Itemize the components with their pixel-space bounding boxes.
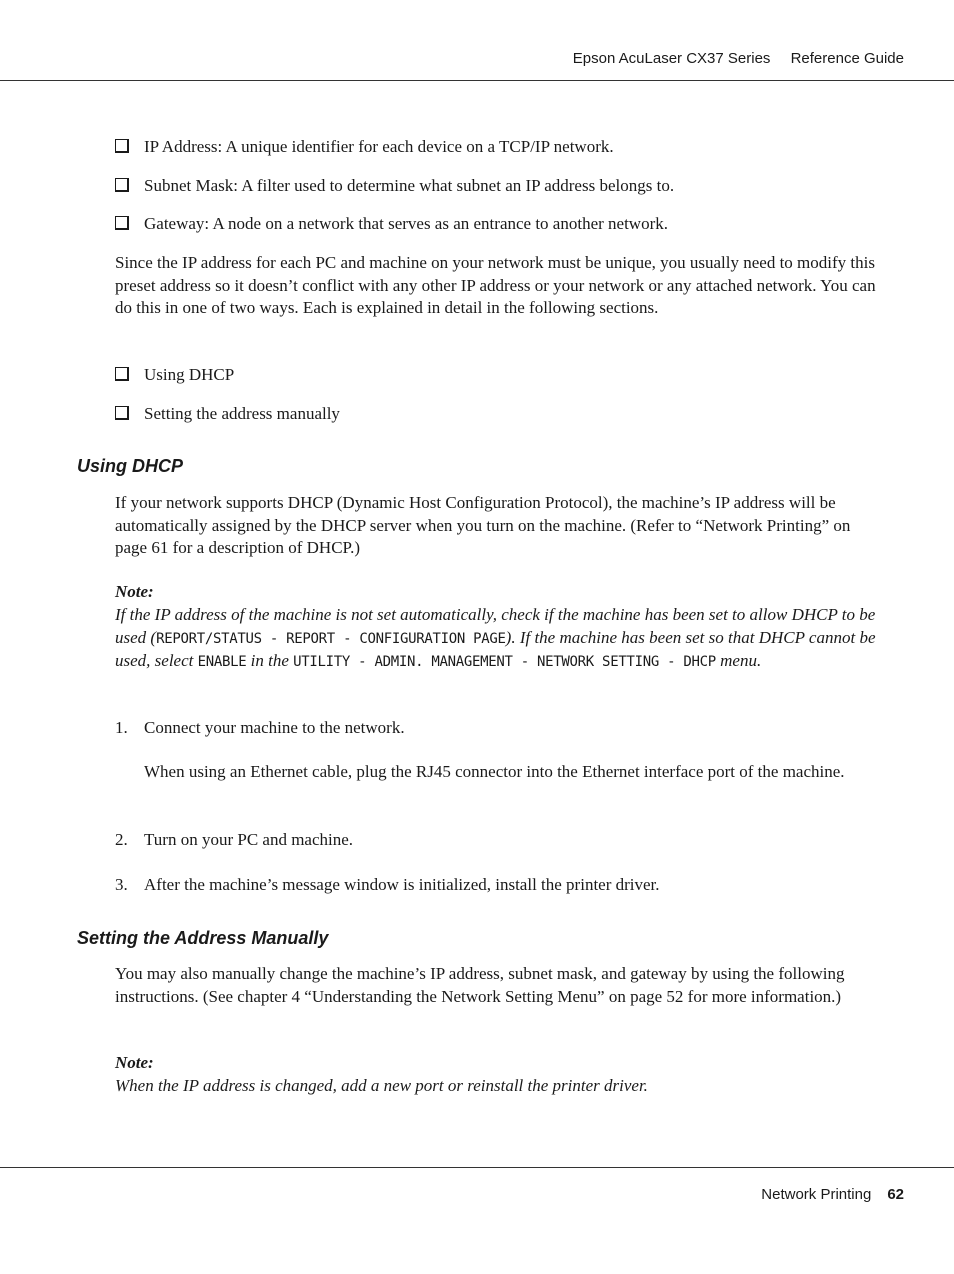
bullet-setting-manually: Setting the address manually bbox=[115, 403, 340, 425]
dhcp-paragraph: If your network supports DHCP (Dynamic Host Configuration Protocol), the machine’s IP address will be automatically assigned by the DHCP server when you turn on the machine. (Refer to “Network Printing” on page 61 for a description of DHCP.) bbox=[115, 493, 851, 557]
guide-name: Reference Guide bbox=[790, 50, 904, 67]
checkbox-bullet-icon bbox=[115, 178, 129, 192]
footer-rule bbox=[0, 1167, 954, 1168]
step-1-detail: When using an Ethernet cable, plug the RJ45 connector into the Ethernet interface port of the machine. bbox=[144, 762, 845, 781]
checkbox-bullet-icon bbox=[115, 139, 129, 153]
note-label: Note: bbox=[115, 582, 154, 601]
checkbox-bullet-icon bbox=[115, 406, 129, 420]
intro-paragraph: Since the IP address for each PC and machine on your network must be unique, you usually need to modify this preset address so it doesn’t conflict with any other IP address or your network or any attached network. You can do this in one of two ways. Each is explained in detail in the following sections. bbox=[115, 253, 876, 317]
running-header bbox=[573, 50, 904, 67]
heading-setting-manually: Setting the Address Manually bbox=[77, 928, 329, 948]
step-2: 2. Turn on your PC and machine. bbox=[115, 830, 354, 849]
header-rule bbox=[0, 80, 954, 81]
product-name: Epson AcuLaser CX37 Series bbox=[572, 50, 771, 67]
checkbox-bullet-icon bbox=[115, 367, 129, 381]
step-1: 1. Connect your machine to the network. bbox=[115, 718, 405, 737]
dhcp-note: If the IP address of the machine is not set automatically, check if the machine has been set to allow DHCP to be used (REPORT/STATUS - REPORT - CONFIGURATION PAGE). If the machine has been set so that DHCP cannot be used, select ENABLE in the UTILITY - ADMIN. MANAGEMENT - NETWORK SETTING - DHCP menu. bbox=[115, 605, 876, 670]
bullet-using-dhcp: Using DHCP bbox=[115, 364, 234, 386]
manual-note: When the IP address is changed, add a new port or reinstall the printer driver. bbox=[115, 1076, 648, 1095]
footer-section: Network Printing bbox=[761, 1186, 872, 1203]
manual-paragraph: You may also manually change the machine’s IP address, subnet mask, and gateway by using the following instructions. (See chapter 4 “Understanding the Network Setting Menu” on page 52 for more information.) bbox=[115, 964, 845, 1006]
note-label: Note: bbox=[115, 1053, 154, 1072]
bullet-ip-address: IP Address: A unique identifier for each device on a TCP/IP network. bbox=[115, 136, 614, 158]
checkbox-bullet-icon bbox=[115, 216, 129, 230]
page-number: 62 bbox=[887, 1186, 904, 1203]
bullet-subnet-mask: Subnet Mask: A filter used to determine what subnet an IP address belongs to. bbox=[115, 175, 674, 197]
step-3: 3. After the machine’s message window is initialized, install the printer driver. bbox=[115, 875, 660, 894]
heading-using-dhcp: Using DHCP bbox=[77, 456, 184, 476]
running-footer bbox=[761, 1186, 904, 1203]
bullet-gateway: Gateway: A node on a network that serves as an entrance to another network. bbox=[115, 213, 668, 235]
